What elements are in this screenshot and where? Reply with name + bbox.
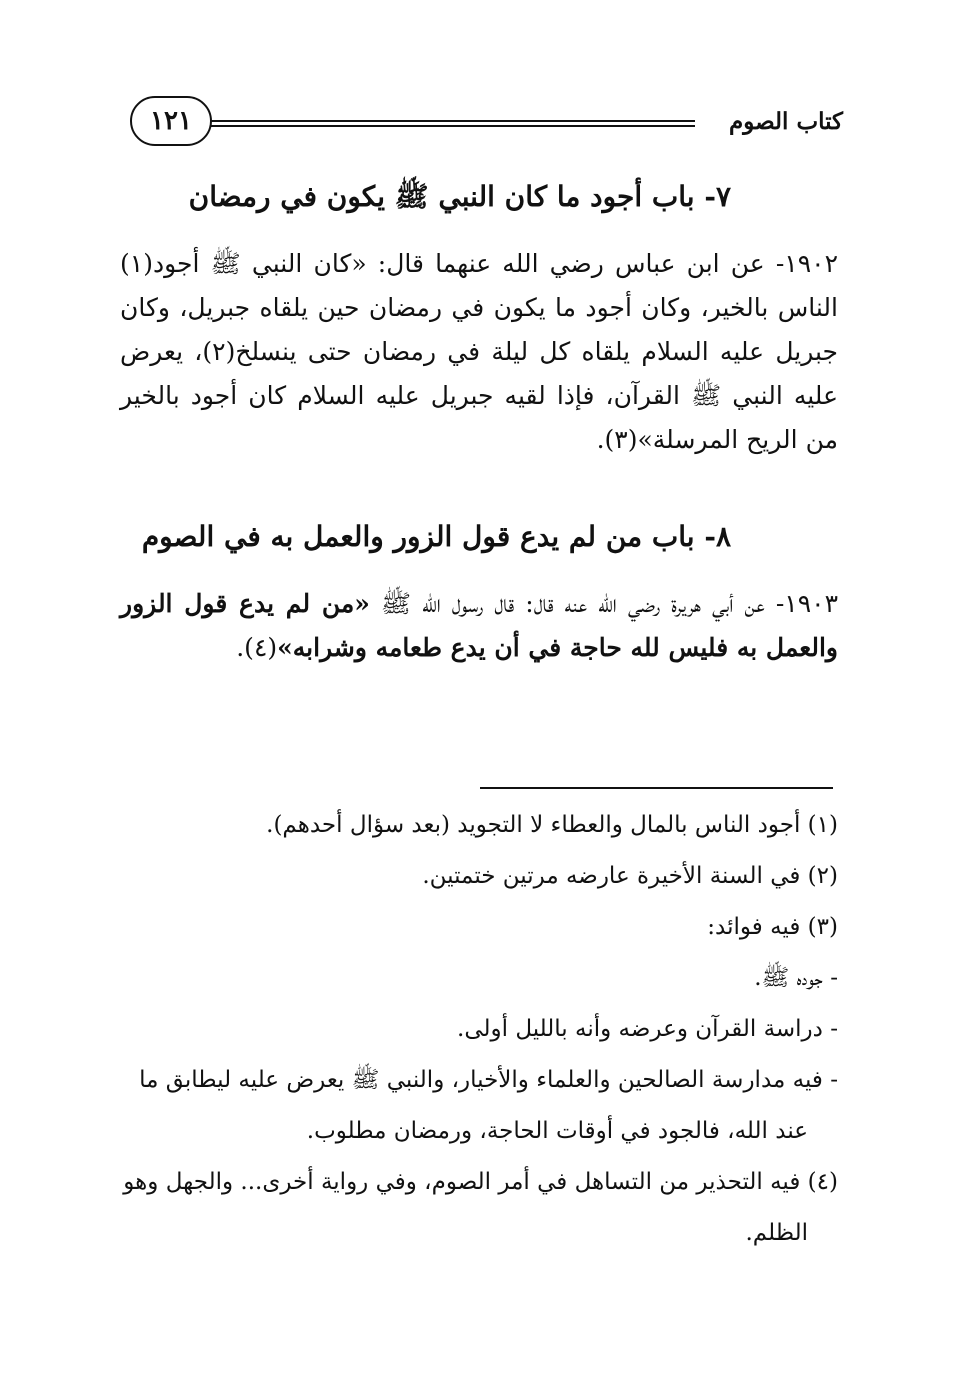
footnote-3-benefit-1: - جوده ﷺ. [754,965,838,991]
footnote-3-benefit-2: - دراسة القرآن وعرضه وأنه بالليل أولى. [457,1016,838,1042]
section-heading-8: ٨- باب من لم يدع قول الزور والعمل به في الصوم [141,520,731,553]
chapter-title: كتاب الصوم [728,108,843,135]
section-heading-7: ٧- باب أجود ما كان النبي ﷺ يكون في رمضان [188,180,731,213]
hadith-1903-ending: (٤). [236,633,278,662]
footnote-separator [480,787,833,789]
hadith-1902: ١٩٠٢- عن ابن عباس رضي الله عنهما قال: «كان النبي ﷺ أجود(١) الناس بالخير، وكان أجود ما يكون في رمضان حين يلقاه جبريل، وكان جبريل عليه السلام يلقاه كل ليلة في رمضان حتى ينسلخ(٢)، يعرض عليه النبي ﷺ القرآن، فإذا لقيه جبريل عليه السلام كان أجود بالخير من الريح المرسلة»(٣). [120,249,838,454]
hadith-1903-quote: «من لم يدع قول الزور والعمل به فليس لله حاجة في أن يدع طعامه وشرابه» [120,589,838,662]
footnotes [118,800,838,1259]
running-header [118,96,843,152]
hadith-1903-intro: ١٩٠٣- عن أبي هريرة رضي الله عنه قال: قال رسول الله ﷺ [380,589,839,618]
footnote-2: (٢) في السنة الأخيرة عارضه مرتين ختمتين. [422,863,838,889]
footnote-3-benefit-3: - فيه مدارسة الصالحين والعلماء والأخيار، والنبي ﷺ يعرض عليه ليطابق ما عند الله، فالجود في أوقات الحاجة، ورمضان مطلوب. [139,1067,838,1144]
footnote-3: (٣) فيه فوائد: [707,914,838,940]
footnote-4: (٤) فيه التحذير من التساهل في أمر الصوم، وفي رواية أخرى... والجهل وهو الظلم. [123,1169,838,1246]
header-rule [198,120,695,127]
page-number: ١٢١ [130,96,212,146]
hadith-1903 [120,582,838,670]
footnote-1: (١) أجود الناس بالمال والعطاء لا التجويد (بعد سؤال أحدهم). [266,812,838,838]
